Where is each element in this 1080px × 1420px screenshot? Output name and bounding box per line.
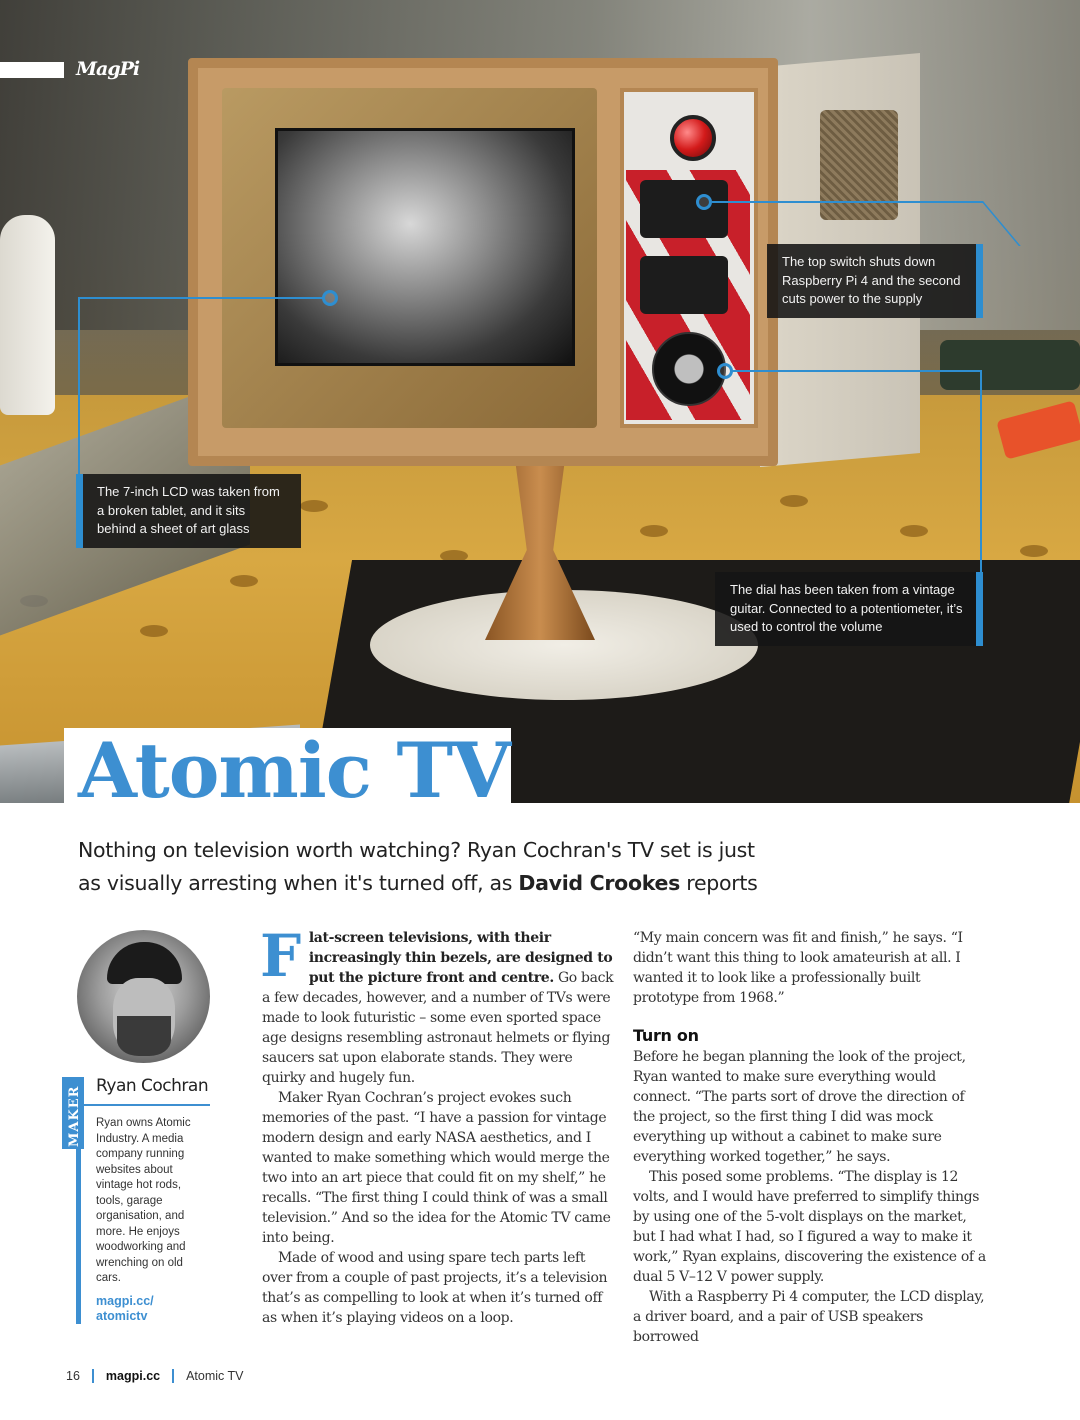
avatar-beard: [117, 1016, 171, 1056]
drop-cap: F: [260, 922, 301, 990]
article-paragraph: Maker Ryan Cochran’s project evokes such memories of the past. “I have a passion for vintage modern design and early NASA aesthetics, and I wanted to make something which would merge the two into an art piece that could fit on my shelf,” he recalls. “The first thing I could think of was a small television.” And so the idea for the Atomic TV came into being.: [262, 1090, 611, 1246]
maker-name: Ryan Cochran: [96, 1076, 209, 1096]
standfirst-text: Nothing on television worth watching? Ryan Cochran's TV set is just as visually arresting when it's turned off, as: [78, 838, 755, 895]
tv-switch-bottom: [640, 256, 728, 314]
standfirst-tail: reports: [686, 871, 758, 895]
article-paragraph: Made of wood and using spare tech parts left over from a couple of past projects, it’s a television that’s as compelling to look at when it’s turned off as when it’s playing videos on a loop.: [262, 1250, 608, 1326]
footer-section: Atomic TV: [186, 1369, 244, 1383]
magazine-logo: MagPi: [76, 58, 140, 80]
callout-dot-dial: [717, 363, 733, 379]
page-number: 16: [66, 1369, 80, 1383]
maker-tag: [62, 1077, 84, 1149]
maker-link-line2: atomictv: [96, 1309, 148, 1323]
maker-bio: Ryan owns Atomic Industry. A media company running websites about vintage hot rods, tools, garage organisation, and more. He enjoys woodworking and wrenching on old cars.: [96, 1117, 191, 1284]
article-p1-rest: Go back a few decades, however, and a number of TVs were made to look futuristic – some even sported space age designs resembling astronaut helmets or flying saucers sat upon elaborate stands. They were quirky and hugely fun.: [262, 970, 614, 1086]
callout-dial: The dial has been taken from a vintage guitar. Connected to a potentiometer, it’s used to control the volume: [715, 572, 983, 646]
maker-accent-line: [76, 1148, 81, 1324]
callout-lcd: The 7-inch LCD was taken from a broken tablet, and it sits behind a sheet of art glass: [76, 474, 301, 548]
standfirst-author: David Crookes: [518, 871, 681, 895]
article-paragraph: [260, 922, 614, 1088]
photo-vase: [0, 215, 55, 415]
bench-hole: [230, 575, 258, 587]
article-paragraph: “My main concern was fit and finish,” he says. “I didn’t want this thing to look amateurish at all. I wanted it to look like a professionally built prototype from 1968.”: [633, 930, 963, 1006]
bench-hole: [1020, 545, 1048, 557]
callout-dot-switch: [696, 194, 712, 210]
article-column-1: [260, 922, 614, 1328]
article-paragraph: This posed some problems. “The display is 12 volts, and I would have preferred to simplify things by using one of the 5-volt displays on the market, but I had what I had, so I figured a way to make it work,” Ryan explains, discovering the existence of a dual 5 V–12 V power supply.: [633, 1169, 986, 1285]
article-paragraph: Before he began planning the look of the project, Ryan wanted to make sure everything would connect. “The parts sort of drove the direction of the project, so the first thing I did was mock everything up without a cabinet to make sure everything worked together,” he says.: [633, 1049, 966, 1165]
brand-bar: [0, 62, 64, 78]
callout-leader-lcd: [78, 297, 325, 477]
callout-dot-lcd: [322, 290, 338, 306]
article-column-2: [633, 928, 988, 1347]
tv-switch-top: [640, 180, 728, 238]
tv-speaker-grille: [820, 110, 898, 220]
callout-leader-switch: [712, 201, 957, 203]
footer-separator: [92, 1369, 94, 1383]
article-lead: lat-screen televisions, with their increasingly thin bezels, are designed to put the picture front and centre.: [308, 930, 613, 986]
tv-red-lamp: [670, 115, 716, 161]
article-subhead: Turn on: [633, 1026, 699, 1045]
bench-hole: [640, 525, 668, 537]
footer-site-link[interactable]: magpi.cc: [105, 1369, 161, 1383]
article-paragraph: With a Raspberry Pi 4 computer, the LCD display, a driver board, and a pair of USB speakers borrowed: [633, 1289, 985, 1345]
tv-volume-dial: [652, 332, 726, 406]
article-title: Atomic TV: [78, 726, 510, 815]
bench-hole: [300, 500, 328, 512]
footer-separator: [172, 1369, 174, 1383]
maker-divider: [84, 1104, 210, 1106]
maker-link[interactable]: [96, 1294, 154, 1324]
callout-switch: The top switch shuts down Raspberry Pi 4 and the second cuts power to the supply: [767, 244, 983, 318]
callout-leader-dial: [730, 370, 982, 575]
standfirst: [78, 834, 778, 900]
bench-hole: [140, 625, 168, 637]
maker-tag-label: MAKER: [67, 1085, 82, 1147]
maker-avatar: [77, 930, 210, 1063]
maker-link-line1: magpi.cc/: [96, 1294, 154, 1308]
page-footer: [66, 1369, 244, 1383]
